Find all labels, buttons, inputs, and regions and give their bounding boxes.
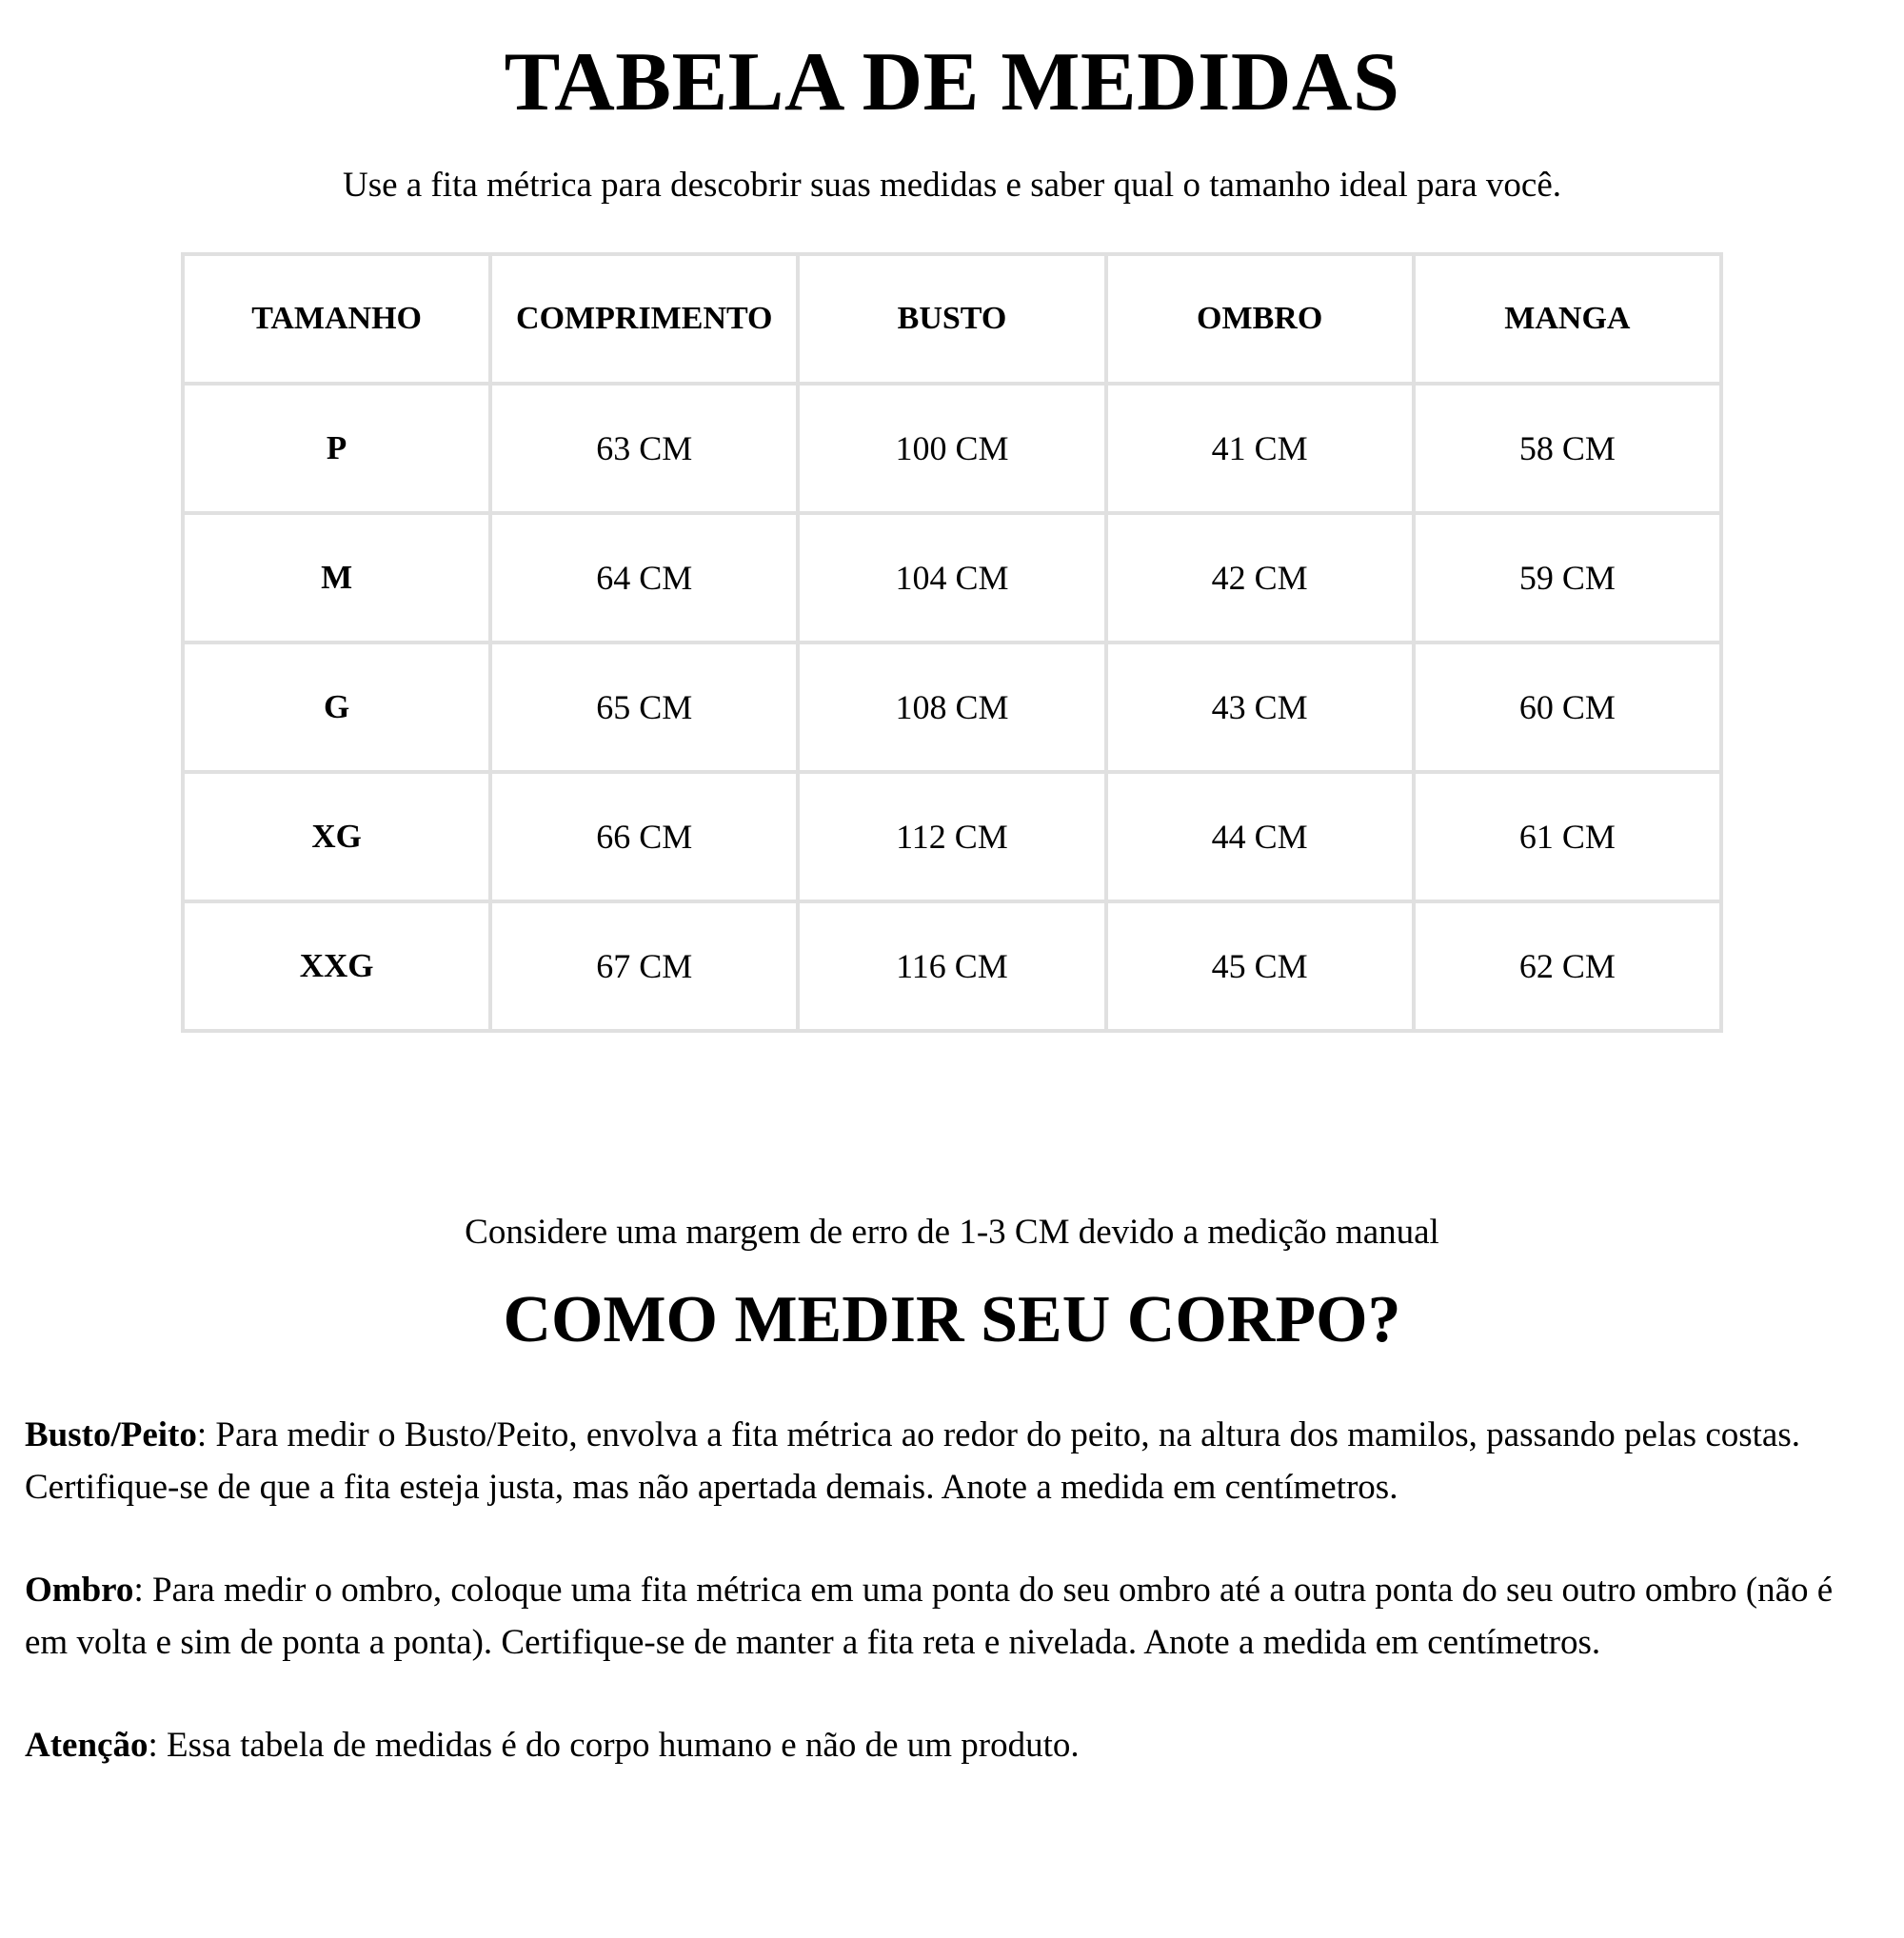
ombro-text: : Para medir o ombro, coloque uma fita métrica em uma ponta do seu ombro até a outra ponta do seu outro ombro (não é em volta e sim de ponta a ponta). Certifique-se de manter a fita reta e nivelada. Anote a medida em centímetros. <box>25 1570 1834 1663</box>
measurement-cell-ombro: 42 CM <box>1106 513 1414 643</box>
header-row <box>183 254 1721 384</box>
measurement-cell-manga: 60 CM <box>1414 643 1721 772</box>
measurement-cell-manga: 58 CM <box>1414 384 1721 513</box>
measurement-cell-comprimento: 65 CM <box>490 643 798 772</box>
measurement-cell-comprimento: 64 CM <box>490 513 798 643</box>
measurement-cell-manga: 62 CM <box>1414 901 1721 1031</box>
measurement-cell-busto: 108 CM <box>798 643 1105 772</box>
atencao-text: : Essa tabela de medidas é do corpo humano e não de um produto. <box>148 1725 1080 1765</box>
column-header-ombro: OMBRO <box>1106 254 1414 384</box>
instruction-ombro <box>0 1564 1904 1670</box>
size-cell: M <box>183 513 490 643</box>
ombro-label: Ombro <box>25 1570 134 1610</box>
measurement-cell-ombro: 44 CM <box>1106 772 1414 901</box>
margin-error-note: Considere uma margem de erro de 1-3 CM devido a medição manual <box>465 1213 1439 1253</box>
size-table <box>181 252 1723 1033</box>
measurement-cell-busto: 116 CM <box>798 901 1105 1031</box>
measurement-cell-comprimento: 66 CM <box>490 772 798 901</box>
measurement-cell-ombro: 43 CM <box>1106 643 1414 772</box>
table-row-g <box>183 643 1721 772</box>
instruction-atencao <box>0 1719 1904 1772</box>
page-title: TABELA DE MEDIDAS <box>504 36 1400 129</box>
measurement-cell-busto: 112 CM <box>798 772 1105 901</box>
instruction-busto-peito <box>0 1409 1904 1514</box>
measurement-cell-busto: 100 CM <box>798 384 1105 513</box>
table-row-xxg <box>183 901 1721 1031</box>
table-row-p <box>183 384 1721 513</box>
subtitle: Use a fita métrica para descobrir suas medidas e saber qual o tamanho ideal para você. <box>342 166 1562 206</box>
measurement-cell-comprimento: 63 CM <box>490 384 798 513</box>
measurement-cell-manga: 59 CM <box>1414 513 1721 643</box>
size-cell: XXG <box>183 901 490 1031</box>
measurement-cell-busto: 104 CM <box>798 513 1105 643</box>
measurement-cell-comprimento: 67 CM <box>490 901 798 1031</box>
column-header-tamanho: TAMANHO <box>183 254 490 384</box>
size-cell: G <box>183 643 490 772</box>
table-row-xg <box>183 772 1721 901</box>
busto-peito-text: : Para medir o Busto/Peito, envolva a fita métrica ao redor do peito, na altura dos mamilos, passando pelas costas. Certifique-se de que a fita esteja justa, mas não apertada demais. Anote a medida em centímetros. <box>25 1414 1800 1508</box>
busto-peito-label: Busto/Peito <box>25 1414 197 1454</box>
table-row-m <box>183 513 1721 643</box>
column-header-comprimento: COMPRIMENTO <box>490 254 798 384</box>
measurement-cell-ombro: 41 CM <box>1106 384 1414 513</box>
size-cell: P <box>183 384 490 513</box>
column-header-busto: BUSTO <box>798 254 1105 384</box>
measurement-cell-manga: 61 CM <box>1414 772 1721 901</box>
how-to-heading: COMO MEDIR SEU CORPO? <box>503 1283 1401 1357</box>
measurement-cell-ombro: 45 CM <box>1106 901 1414 1031</box>
column-header-manga: MANGA <box>1414 254 1721 384</box>
size-cell: XG <box>183 772 490 901</box>
atencao-label: Atenção <box>25 1725 149 1765</box>
size-guide-page <box>0 34 1904 1938</box>
